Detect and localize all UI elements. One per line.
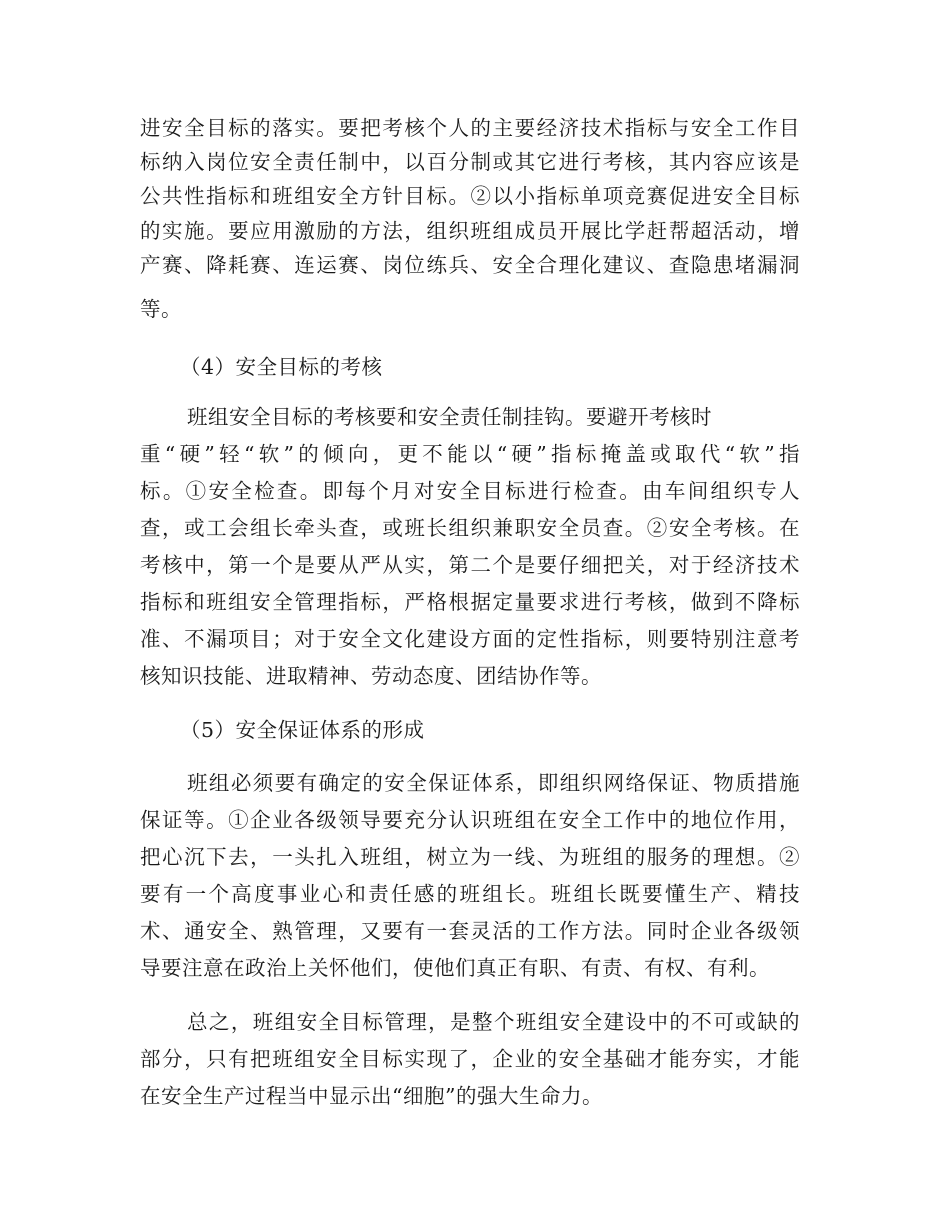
paragraph-1-line-1: 进安全目标的落实。要把考核个人的主要经济技术指标与安全工作目 bbox=[140, 116, 800, 140]
paragraph-1-line-5: 产赛、降耗赛、连运赛、岗位练兵、安全合理化建议、查隐患堵漏洞 bbox=[140, 253, 800, 277]
paragraph-1-line-6: 等。 bbox=[140, 297, 182, 321]
section-heading-5: （5）安全保证体系的形成 bbox=[180, 718, 425, 742]
paragraph-2-line-1: 班组安全目标的考核要和安全责任制挂钩。要避开考核时 bbox=[187, 405, 712, 429]
paragraph-3-line-6: 导要注意在政治上关怀他们，使他们真正有职、有责、有权、有利。 bbox=[140, 956, 770, 980]
paragraph-4-line-1: 总之，班组安全目标管理，是整个班组安全建设中的不可或缺的 bbox=[187, 1010, 800, 1034]
paragraph-3-line-3: 把心沉下去，一头扎入班组，树立为一线、为班组的服务的理想。② bbox=[140, 845, 800, 869]
paragraph-1-line-3: 公共性指标和班组安全方针目标。②以小指标单项竞赛促进安全目标 bbox=[140, 184, 800, 208]
paragraph-2-line-8: 核知识技能、进取精神、劳动态度、团结协作等。 bbox=[140, 664, 602, 688]
paragraph-3-line-5: 术、通安全、熟管理，又要有一套灵活的工作方法。同时企业各级领 bbox=[140, 919, 800, 943]
paragraph-2-line-4: 查，或工会组长牵头查，或班长组织兼职安全员查。②安全考核。在 bbox=[140, 516, 800, 540]
paragraph-4-line-2: 部分，只有把班组安全目标实现了，企业的安全基础才能夯实，才能 bbox=[140, 1047, 800, 1071]
paragraph-2-line-7: 准、不漏项目；对于安全文化建设方面的定性指标，则要特别注意考 bbox=[140, 627, 800, 651]
paragraph-2-line-5: 考核中，第一个是要从严从实，第二个是要仔细把关，对于经济技术 bbox=[140, 553, 800, 577]
paragraph-4-line-3: 在安全生产过程当中显示出“细胞”的强大生命力。 bbox=[140, 1084, 603, 1108]
paragraph-2-line-6: 指标和班组安全管理指标，严格根据定量要求进行考核，做到不降标 bbox=[140, 590, 800, 614]
paragraph-1-line-2: 标纳入岗位安全责任制中，以百分制或其它进行考核，其内容应该是 bbox=[140, 150, 800, 174]
paragraph-3-line-1: 班组必须要有确定的安全保证体系，即组织网络保证、物质措施 bbox=[187, 771, 800, 795]
paragraph-3-line-2: 保证等。①企业各级领导要充分认识班组在安全工作中的地位作用， bbox=[140, 808, 800, 832]
paragraph-3-line-4: 要有一个高度事业心和责任感的班组长。班组长既要懂生产、精技 bbox=[140, 882, 800, 906]
paragraph-1-line-4: 的实施。要应用激励的方法，组织班组成员开展比学赶帮超活动，增 bbox=[140, 219, 800, 243]
section-heading-4: （4）安全目标的考核 bbox=[180, 355, 383, 379]
paragraph-2-line-2: 重“硬”轻“软”的倾向，更不能以“硬”指标掩盖或取代“软”指 bbox=[140, 442, 800, 466]
paragraph-2-line-3: 标。①安全检查。即每个月对安全目标进行检查。由车间组织专人 bbox=[140, 479, 800, 503]
